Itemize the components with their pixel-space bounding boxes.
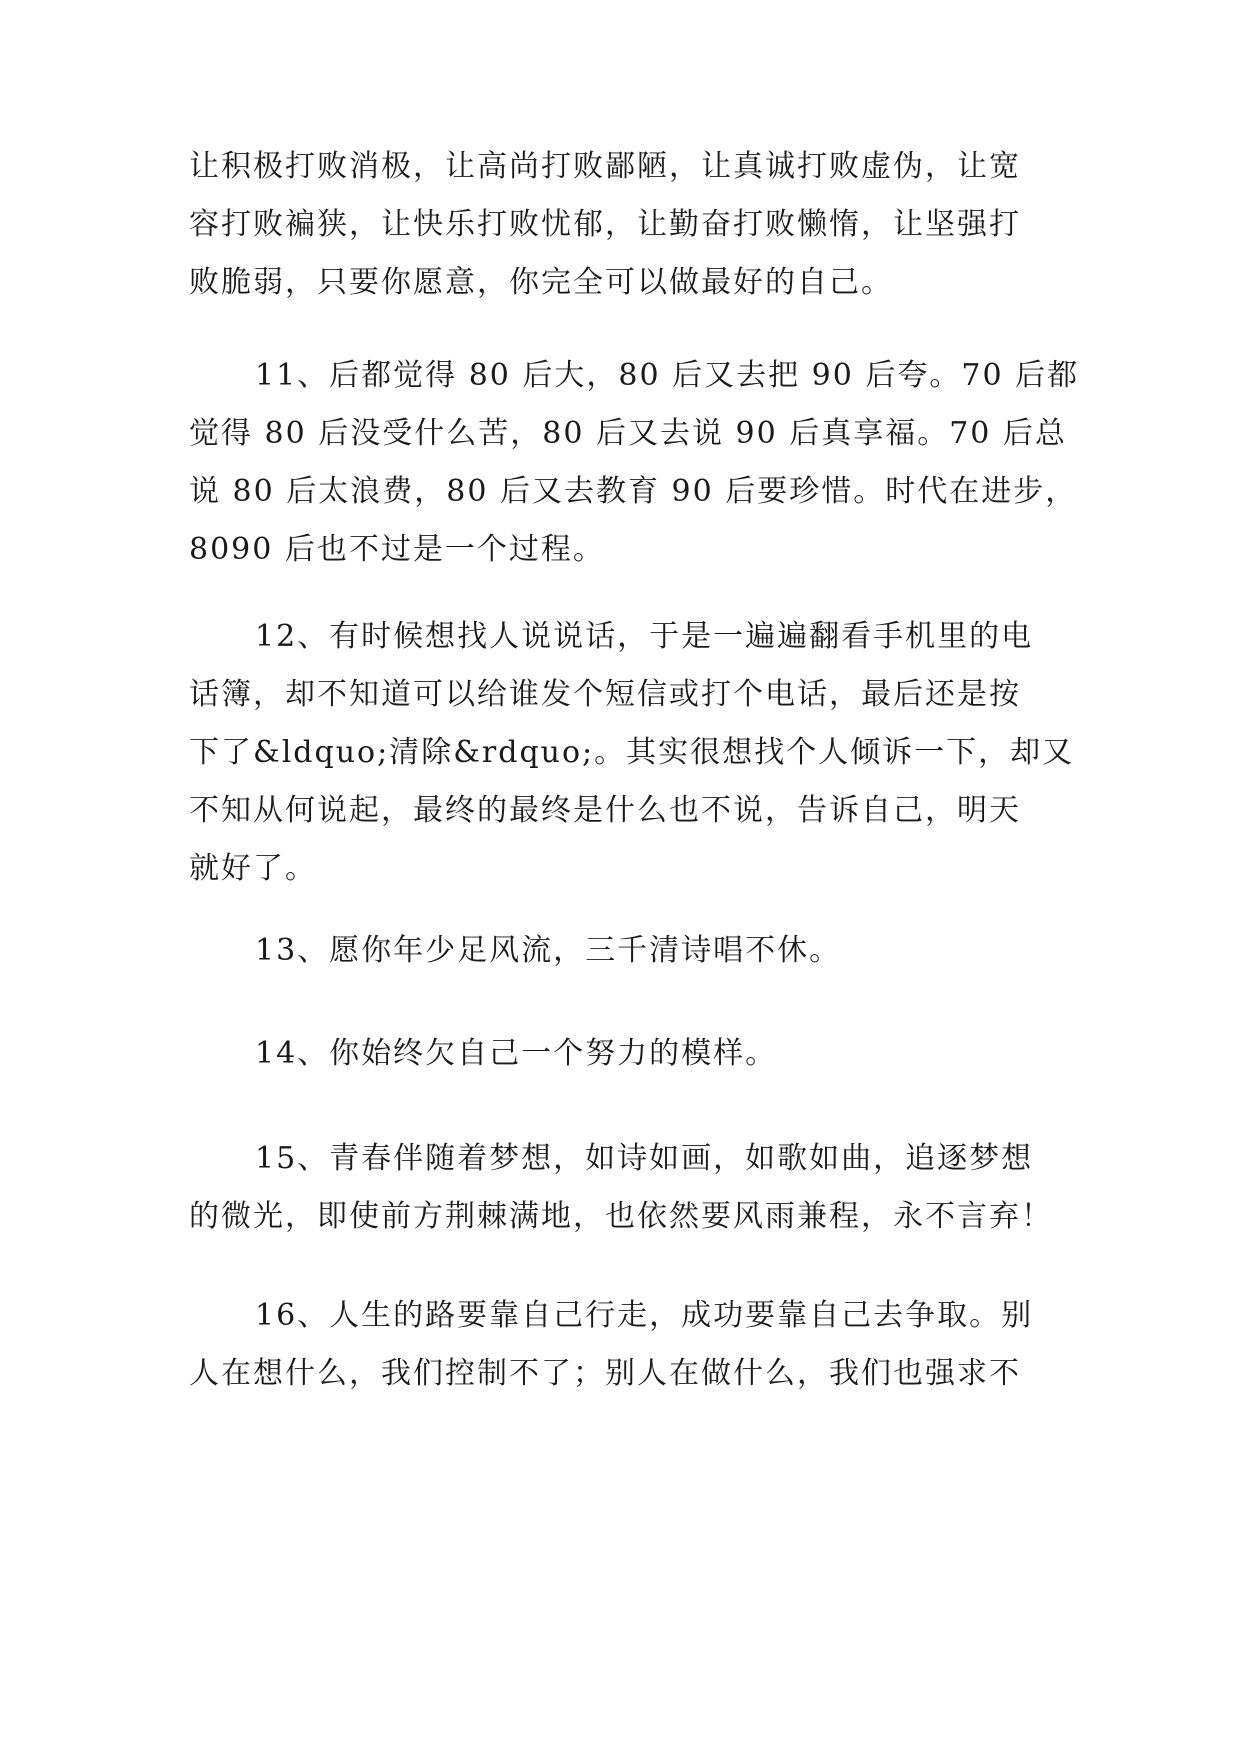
text-line: 8090 后也不过是一个过程。 [189,532,605,567]
paragraph-11 [189,347,1080,579]
text-line: 人在想什么，我们控制不了；别人在做什么，我们也强求不 [189,1356,1021,1391]
text-line: 15、青春伴随着梦想，如诗如画，如歌如曲，追逐梦想 [255,1141,1034,1176]
text-line: 的微光，即使前方荆棘满地，也依然要风雨兼程，永不言弃！ [189,1199,1053,1234]
paragraph-15 [189,1130,1054,1246]
text-line: 容打败褊狭，让快乐打败忧郁，让勤奋打败懒惰，让坚强打 [189,207,1021,242]
text-line: 16、人生的路要靠自己行走，成功要靠自己去争取。别 [255,1298,1034,1333]
text-line: 不知从何说起，最终的最终是什么也不说，告诉自己，明天 [189,793,1021,828]
text-line: 14、你始终欠自己一个努力的模样。 [255,1036,778,1071]
text-line: 12、有时候想找人说说话，于是一遍遍翻看手机里的电 [255,619,1034,654]
text-line: 败脆弱，只要你愿意，你完全可以做最好的自己。 [189,265,893,300]
text-line: 觉得 80 后没受什么苦，80 后又去说 90 后真享福。70 后总 [189,416,1067,451]
text-line: 让积极打败消极，让高尚打败鄙陋，让真诚打败虚伪，让宽 [189,149,1021,184]
text-line: 话簿，却不知道可以给谁发个短信或打个电话，最后还是按 [189,677,1021,712]
text-line: 下了&ldquo;清除&rdquo;。其实很想找个人倾诉一下，却又 [189,735,1075,770]
text-line: 说 80 后太浪费，80 后又去教育 90 后要珍惜。时代在进步， [189,474,1078,509]
paragraph-13 [189,922,1054,980]
paragraph-16 [189,1287,1054,1403]
text-line: 11、后都觉得 80 后大，80 后又去把 90 后夸。70 后都 [255,358,1080,393]
text-line: 13、愿你年少足风流，三千清诗唱不休。 [255,933,842,968]
paragraph-12 [189,608,1075,898]
paragraph-continuation [189,138,1054,312]
text-line: 就好了。 [189,851,317,886]
paragraph-14 [189,1025,1054,1083]
